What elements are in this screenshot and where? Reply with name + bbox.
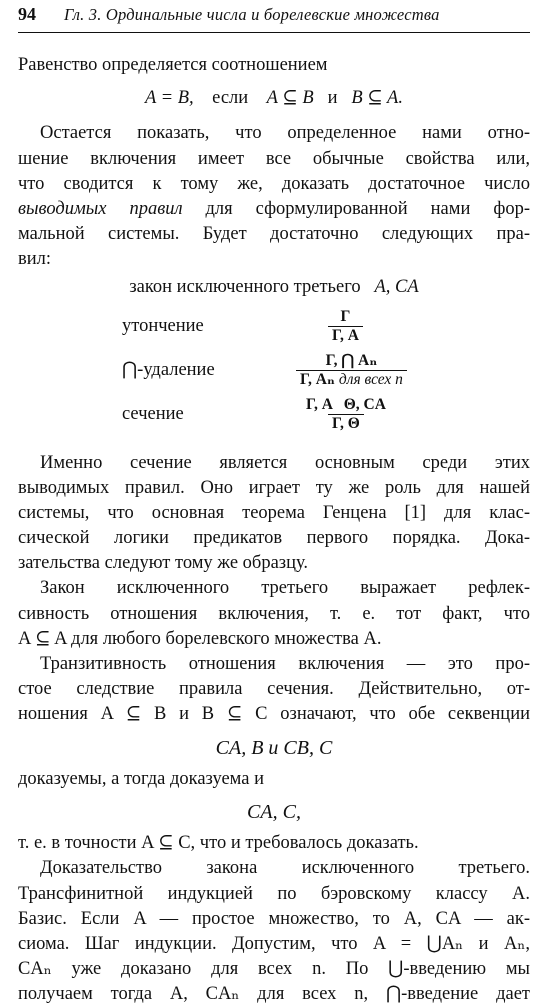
rule-fraction-cap-removal <box>296 352 407 389</box>
equality-formula <box>18 86 530 111</box>
formula-and: и <box>327 88 338 109</box>
rule-denominator <box>296 370 407 389</box>
rule-excluded-middle <box>18 275 530 305</box>
text-line: получаем тогда A, CAₙ для всех n, ⋂-введение дает <box>18 984 530 1005</box>
text-line: Именно сечение является основным среди этих <box>40 452 530 473</box>
text-line: Закон исключенного третьего выражает рефлек- <box>40 578 530 599</box>
text-line: сиома. Шаг индукции. Допустим, что A = ⋃Aₙ и Aₙ, <box>18 933 530 954</box>
text-line: зательства следуют тому же образцу. <box>18 553 309 574</box>
text-line: системы, что основная теорема Генцена [1] для клас- <box>18 502 530 523</box>
rule-fraction-cut <box>302 396 390 433</box>
book-page <box>18 2 530 1008</box>
text-line: сивность отношения включения, т. е. тот факт, что <box>18 603 530 624</box>
text-line: выводимых правил. Оно играет ту же роль для нашей <box>18 477 530 498</box>
rule-denominator-note: для всех n <box>338 371 403 389</box>
rule-numerator: Γ, ⋂ Aₙ <box>325 352 378 370</box>
text-line: Базис. Если A — простое множество, то A, CA — ак- <box>18 908 530 929</box>
rule-name-refinement: утончение <box>122 315 204 336</box>
rule-name-cut: сечение <box>122 403 184 424</box>
rule-denominator: Γ, Θ <box>328 414 364 433</box>
text-line: A ⊆ A для любого борелевского множества A. <box>18 628 382 649</box>
formula-if: если <box>212 88 249 109</box>
text-line-with-emphasis <box>18 197 530 222</box>
rule-numerator: Γ <box>340 308 351 326</box>
rule-refinement <box>18 305 530 349</box>
equality-intro: Равенство определяется соотношением <box>18 55 328 75</box>
paragraph-cut-importance <box>18 451 530 577</box>
paragraph-reflexivity <box>18 576 530 652</box>
running-title: Гл. 3. Ординальные числа и борелевские множества <box>64 5 440 24</box>
paragraph-transitivity <box>18 652 530 856</box>
formula-cond2: B ⊆ A. <box>351 88 403 109</box>
rule-numerator: Γ, A Θ, CA <box>306 396 386 414</box>
text-line: шение включения имеет все обычные свойства или, <box>18 148 530 169</box>
rule-cap-removal <box>18 349 530 393</box>
text-line: что сводится к тому же, доказать достаточное число <box>18 173 530 194</box>
sequents-formula: CA, B и CB, C <box>215 736 333 759</box>
rule-name-cap-removal: ⋂-удаление <box>122 359 215 380</box>
rule-fraction-refinement <box>328 308 363 345</box>
paragraph-inclusion-properties <box>18 121 530 272</box>
text-line-rest: для сформулированной нами фор- <box>182 198 530 219</box>
rule-formula-excluded-middle: A, CA <box>374 276 419 297</box>
sequent-formula: CA, C, <box>247 800 301 823</box>
page-number: 94 <box>18 4 36 24</box>
text-line: стое следствие правила сечения. Действительно, от- <box>18 679 530 700</box>
rule-denominator: Γ, A <box>328 326 363 345</box>
text-line: Остается показать, что определенное нами отно- <box>40 123 530 144</box>
inference-rules <box>18 275 530 437</box>
text-line: мальной системы. Будет достаточно следующих пра- <box>18 224 530 245</box>
text-line: сической логики предикатов первого порядка. Дока- <box>18 528 530 549</box>
formula-cond1: A ⊆ B <box>266 88 314 109</box>
rule-name-excluded-middle: закон исключенного третьего <box>129 276 361 297</box>
running-header <box>18 2 530 33</box>
text-line: Доказательство закона исключенного третьего. <box>40 858 530 879</box>
rule-denominator-main: Γ, Aₙ <box>300 371 335 389</box>
text-line: ношения A ⊆ B и B ⊆ C означают, что обе секвенции <box>18 704 530 725</box>
formula-lhs: A = B, <box>145 88 194 109</box>
text-line: вил: <box>18 249 52 270</box>
text-line: Транзитивность отношения включения — это про- <box>40 654 530 675</box>
text-line: т. е. в точности A ⊆ C, что и требовалось доказать. <box>18 833 419 854</box>
emphasis-derived-rules: выводимых правил <box>18 198 183 219</box>
rule-cut <box>18 393 530 437</box>
text-line: Трансфинитной индукцией по бэровскому классу A. <box>18 883 530 904</box>
text-line: доказуемы, а тогда доказуема и <box>18 768 264 789</box>
paragraph-excluded-middle-proof <box>18 856 530 1007</box>
text-line: CAₙ уже доказано для всех n. По ⋃-введению мы <box>18 959 530 980</box>
